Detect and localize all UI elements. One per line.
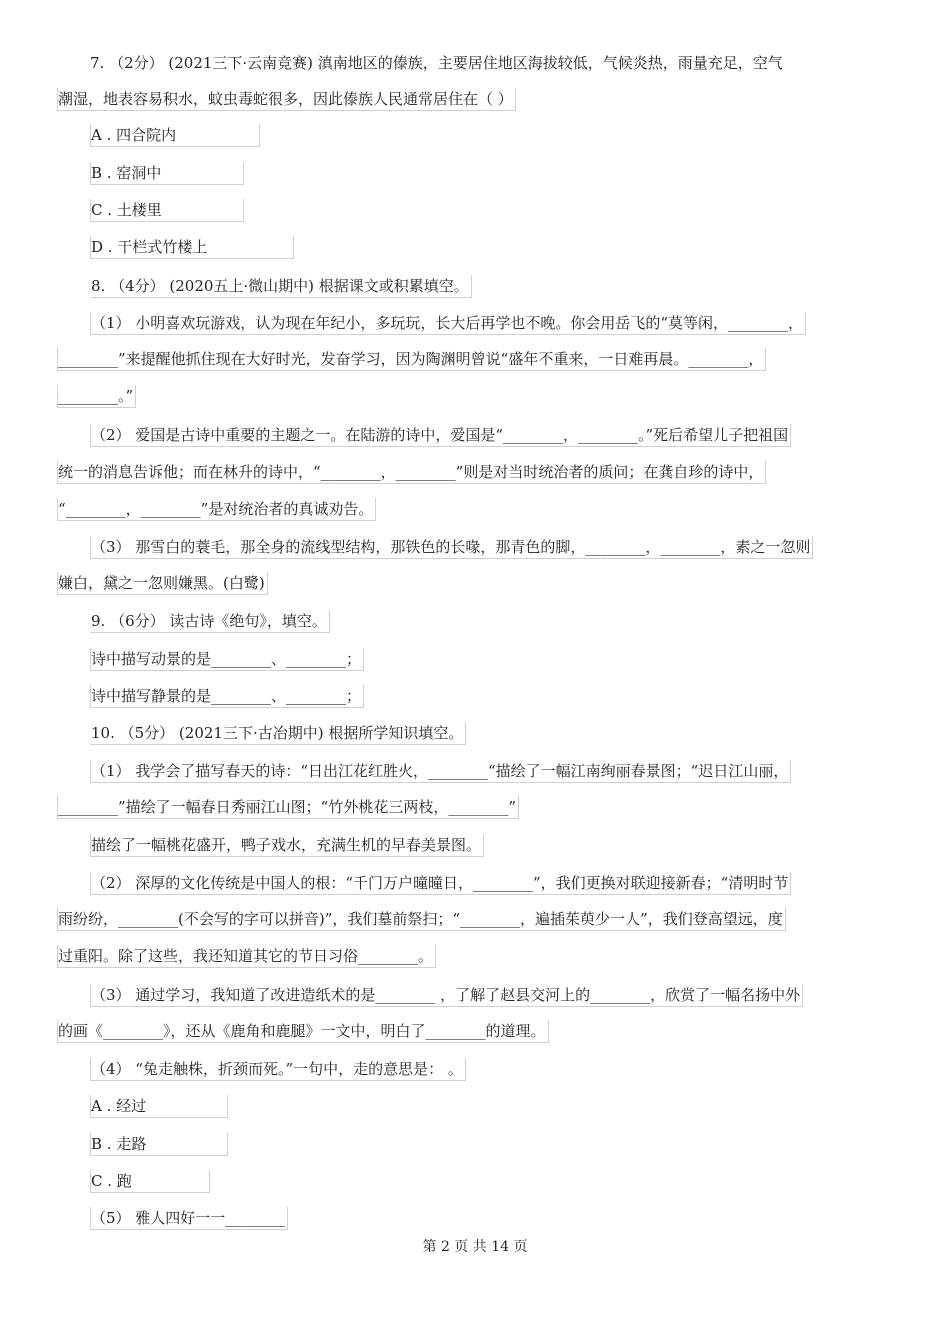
q8-p1-line1: （1） 小明喜欢玩游戏，认为现在年纪小，多玩玩，长大后再学也不晚。你会用岳飞的“莫等闲，________， — [90, 312, 806, 335]
q7-stem-line1: 7. （2分） (2021三下·云南竞赛) 滇南地区的傣族，主要居住地区海拔较低，气候炎热，雨量充足，空气 — [90, 54, 783, 72]
q9-line2: 诗中描写静景的是________、________； — [90, 685, 364, 708]
q7-option-c[interactable]: C . 土楼里 — [90, 199, 244, 222]
q10-p1-line2: ________”描绘了一幅春日秀丽江山图；“竹外桃花三两枝，________” — [57, 796, 519, 819]
q10-option-b[interactable]: B . 走路 — [90, 1133, 228, 1156]
q10-p3-line2: 的画《________》，还从《鹿角和鹿腿》一文中，明白了________的道理。 — [57, 1020, 549, 1043]
q10-stem: 10. （5分） (2021三下·古冶期中) 根据所学知识填空。 — [90, 722, 466, 745]
q10-p3-line1: （3） 通过学习，我知道了改进造纸术的是________ ，了解了赵县交河上的________，欣赏了一幅名扬中外 — [90, 984, 803, 1007]
q8-p2-line2: 统一的消息告诉他；而在林升的诗中，“________，________”则是对当时统治者的质问；在龚自珍的诗中， — [57, 461, 766, 484]
q10-p1-line1: （1） 我学会了描写春天的诗：“日出江花红胜火，________“描绘了一幅江南绚丽春景图；“迟日江山丽， — [90, 760, 791, 783]
q8-p1-line3: ________。” — [57, 385, 136, 408]
q8-p2-line1: （2） 爱国是古诗中重要的主题之一。在陆游的诗中，爱国是“________，________。”死后希望儿子把祖国 — [90, 424, 791, 447]
q10-option-a[interactable]: A . 经过 — [90, 1095, 228, 1118]
q7-stem-line2: 潮湿，地表容易积水，蚊虫毒蛇很多，因此傣族人民通常居住在（ ） — [57, 88, 516, 111]
page-footer: 第 2 页 共 14 页 — [422, 1239, 528, 1255]
q10-p2-line3: 过重阳。除了这些，我还知道其它的节日习俗________。 — [57, 945, 436, 968]
q10-p2-line2: 雨纷纷，________(不会写的字可以拼音)”，我们墓前祭扫；“________，遍插茱萸少一人”，我们登高望远，度 — [57, 908, 786, 931]
q8-p3-line1: （3） 那雪白的蓑毛，那全身的流线型结构，那铁色的长喙，那青色的脚，________，________，素之一忽则 — [90, 536, 813, 559]
q8-p1-line2: ________”来提醒他抓住现在大好时光，发奋学习，因为陶渊明曾说“盛年不重来，一日难再晨。________， — [57, 348, 766, 371]
q10-option-c[interactable]: C . 跑 — [90, 1170, 210, 1193]
q10-p5: （5） 雅人四好一一________ — [90, 1207, 288, 1230]
q7-option-b[interactable]: B . 窑洞中 — [90, 162, 244, 185]
q9-line1: 诗中描写动景的是________、________； — [90, 648, 364, 671]
q8-p2-line3: “________，________”是对统治者的真诚劝告。 — [57, 498, 376, 521]
q8-p3-line2: 嫌白，黛之一忽则嫌黑。(白鹭) — [57, 572, 268, 595]
q8-stem: 8. （4分） (2020五上·微山期中) 根据课文或积累填空。 — [90, 275, 472, 298]
q10-p4: （4） “兔走触株，折颈而死。”一句中，走的意思是： 。 — [90, 1058, 466, 1081]
q10-p2-line1: （2） 深厚的文化传统是中国人的根：“千门万户曈曈日，________”，我们更换对联迎接新春；“清明时节 — [90, 872, 791, 895]
q7-option-d[interactable]: D . 干栏式竹楼上 — [90, 236, 294, 259]
q10-p1-line3: 描绘了一幅桃花盛开，鸭子戏水，充满生机的早春美景图。 — [90, 834, 484, 857]
q9-stem: 9. （6分） 读古诗《绝句》，填空。 — [90, 610, 330, 633]
q7-option-a[interactable]: A . 四合院内 — [90, 124, 260, 147]
